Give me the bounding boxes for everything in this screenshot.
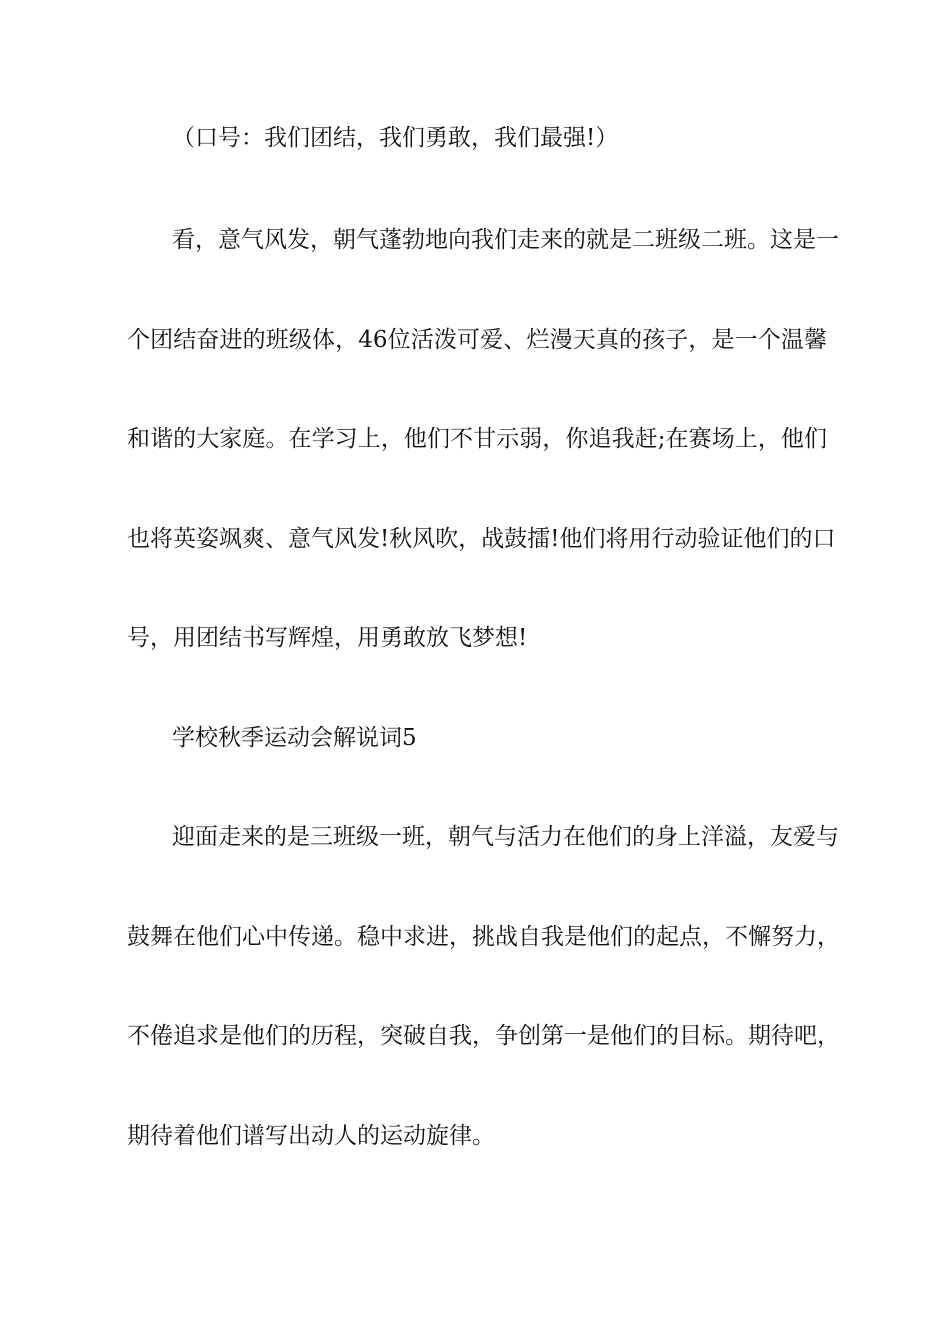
paragraph-line: 也将英姿飒爽、意气风发!秋风吹，战鼓擂!他们将用行动验证他们的口 xyxy=(127,526,836,552)
paragraph-line: 看，意气风发，朝气蓬勃地向我们走来的就是二班级二班。这是一 xyxy=(172,227,839,253)
paragraph-line: 迎面走来的是三班级一班，朝气与活力在他们的身上洋溢，友爱与 xyxy=(172,824,839,850)
paragraph-line: 不倦追求是他们的历程，突破自我，争创第一是他们的目标。期待吧， xyxy=(127,1023,840,1049)
section-heading: 学校秋季运动会解说词5 xyxy=(172,725,417,751)
paragraph-line: 鼓舞在他们心中传递。稳中求进，挑战自我是他们的起点，不懈努力， xyxy=(127,924,840,950)
paragraph-line: 和谐的大家庭。在学习上，他们不甘示弱，你追我赶;在赛场上，他们 xyxy=(127,426,827,452)
slogan-line: （口号：我们团结，我们勇敢，我们最强!） xyxy=(172,125,619,151)
paragraph-line: 期待着他们谱写出动人的运动旋律。 xyxy=(127,1123,495,1149)
paragraph-line: 号，用团结书写辉煌，用勇敢放飞梦想! xyxy=(127,625,528,651)
paragraph-line: 个团结奋进的班级体，46位活泼可爱、烂漫天真的孩子，是一个温馨 xyxy=(127,327,827,353)
